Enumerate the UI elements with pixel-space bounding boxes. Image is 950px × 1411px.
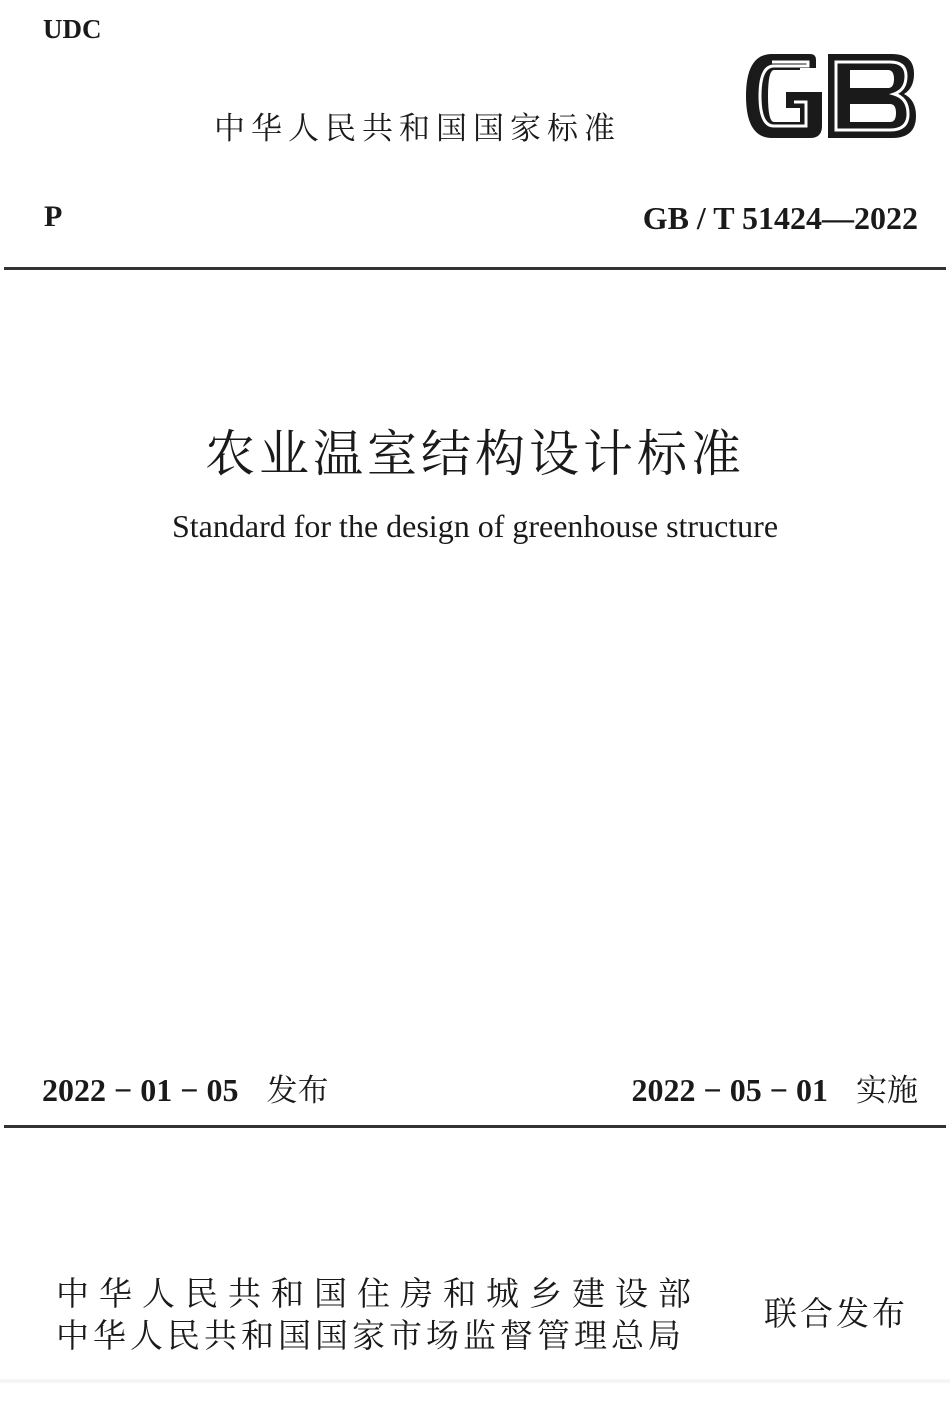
gb-logo [742, 50, 918, 142]
udc-label: UDC [43, 14, 102, 44]
page-bottom-edge [0, 1378, 950, 1384]
category-code: P [44, 200, 63, 233]
gb-logo-b [828, 54, 916, 138]
standard-number: GB / T 51424—2022 [642, 200, 918, 236]
implement-label: 实施 [856, 1073, 918, 1109]
issuer-market-regulation: 中华人民共和国国家市场监督管理总局 [56, 1316, 685, 1355]
implement-date-line [632, 1065, 918, 1110]
top-divider [4, 267, 946, 270]
gb-logo-g [746, 54, 822, 138]
issue-date: 2022 − 01 − 05 [42, 1072, 239, 1108]
national-standard-heading: 中华人民共和国国家标准 [214, 111, 621, 147]
issue-label: 发布 [266, 1073, 329, 1109]
bottom-divider [4, 1125, 946, 1128]
title-english: Standard for the design of greenhouse structure [171, 508, 779, 544]
title-chinese: 农业温室结构设计标准 [205, 426, 745, 482]
issue-date-line [42, 1065, 328, 1110]
implement-date: 2022 − 05 − 01 [631, 1072, 828, 1108]
issuer-ministry-housing: 中华人民共和国住房和城乡建设部 [56, 1274, 701, 1313]
joint-issue-label: 联合发布 [764, 1294, 908, 1333]
